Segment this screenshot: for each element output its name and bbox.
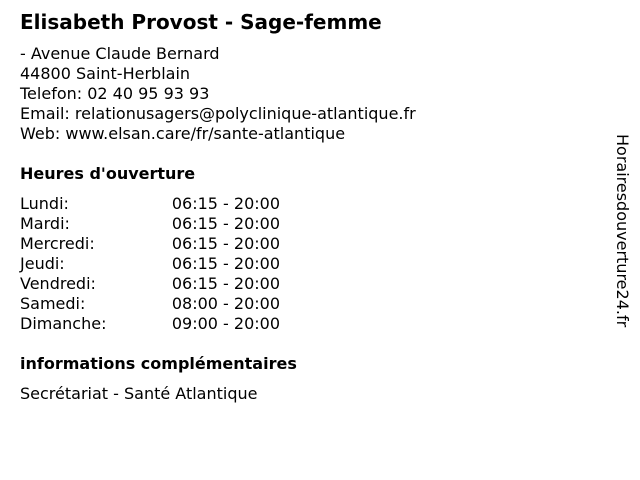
day-label: Lundi: [20, 194, 69, 213]
day-label: Dimanche: [20, 314, 107, 333]
day-label: Samedi: [20, 294, 86, 313]
hours-row-wednesday [20, 234, 280, 254]
opening-hours-heading: Heures d'ouverture [20, 164, 196, 183]
time-range: 06:15 - 20:00 [171, 274, 280, 293]
time-range: 09:00 - 20:00 [171, 314, 280, 333]
time-range: 06:15 - 20:00 [171, 234, 280, 253]
email-address: Email: relationusagers@polyclinique-atlantique.fr [20, 104, 416, 123]
hours-row-thursday [20, 254, 280, 274]
time-range: 08:00 - 20:00 [171, 294, 280, 313]
hours-row-tuesday [20, 214, 280, 234]
street-address: - Avenue Claude Bernard [20, 44, 220, 63]
phone-number: Telefon: 02 40 95 93 93 [20, 84, 210, 103]
day-label: Mercredi: [20, 234, 95, 253]
page-title: Elisabeth Provost - Sage-femme [20, 10, 382, 34]
opening-hours-list [20, 194, 280, 334]
site-watermark: Horairesdouverture24.fr [613, 134, 632, 328]
day-label: Jeudi: [20, 254, 65, 273]
hours-row-monday [20, 194, 280, 214]
hours-row-sunday [20, 314, 280, 334]
city-address: 44800 Saint-Herblain [20, 64, 191, 83]
hours-row-friday [20, 274, 280, 294]
day-label: Vendredi: [20, 274, 96, 293]
time-range: 06:15 - 20:00 [171, 254, 280, 273]
website: Web: www.elsan.care/fr/sante-atlantique [20, 124, 346, 143]
day-label: Mardi: [20, 214, 70, 233]
contact-block [20, 44, 416, 144]
time-range: 06:15 - 20:00 [171, 194, 280, 213]
additional-info-text: Secrétariat - Santé Atlantique [20, 384, 258, 403]
time-range: 06:15 - 20:00 [171, 214, 280, 233]
additional-info-heading: informations complémentaires [20, 354, 297, 373]
hours-row-saturday [20, 294, 280, 314]
